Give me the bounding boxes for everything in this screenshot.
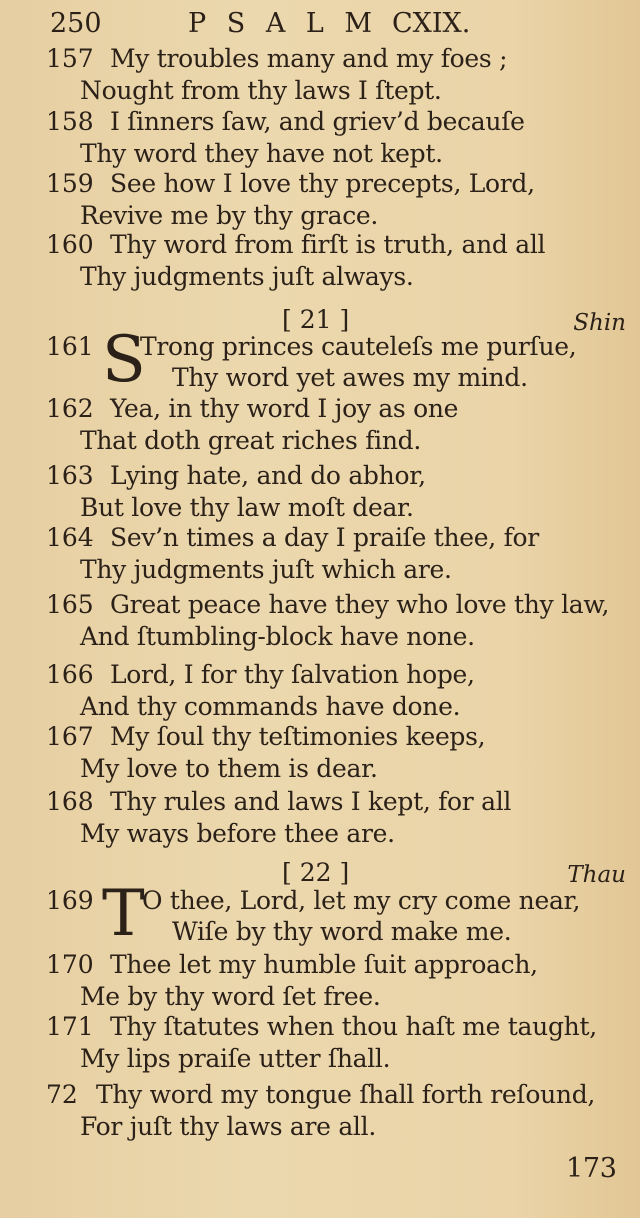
verse-number: 168 — [46, 787, 94, 816]
verse-line-1: Yea, in thy word I joy as one — [110, 394, 459, 423]
drop-cap: S — [102, 323, 146, 397]
signature-mark: 173 — [566, 1153, 617, 1184]
verse-line-1: Sev’n times a day I praiſe thee, for — [110, 523, 539, 552]
verse-line-2: My love to them is dear. — [80, 754, 378, 783]
verse-line-1: Thy ſtatutes when thou haſt me taught, — [110, 1012, 597, 1041]
verse-line-2: Thy word yet awes my mind. — [172, 363, 528, 392]
drop-cap: T — [102, 877, 145, 951]
verse-line-2: And thy commands have done. — [80, 692, 461, 721]
verse-line-2: Wiſe by thy word make me. — [172, 917, 512, 946]
verse-line-2: Thy judgments juſt which are. — [80, 555, 452, 584]
verse-number: 164 — [46, 523, 94, 552]
verse-line-1: Lying hate, and do abhor, — [110, 461, 426, 490]
verse-number: 160 — [46, 230, 94, 259]
page-number: 250 — [50, 8, 102, 39]
verse-line-1: My troubles many and my foes ; — [110, 44, 508, 73]
verse-line-1: See how I love thy precepts, Lord, — [110, 169, 535, 198]
verse-line-1: Thy word from firſt is truth, and all — [110, 230, 546, 259]
verse-line-2: For juſt thy laws are all. — [80, 1112, 376, 1141]
verse-line-2: Nought from thy laws I ſtept. — [80, 76, 442, 105]
verse-number: 171 — [46, 1012, 94, 1041]
verse-line-1: My ſoul thy teſtimonies keeps, — [110, 722, 486, 751]
section-number: [ 21 ] — [282, 305, 350, 334]
verse-line-1: Thy word my tongue ſhall forth reſound, — [96, 1080, 596, 1109]
verse-line-1: Thy rules and laws I kept, for all — [110, 787, 512, 816]
section-number: [ 22 ] — [282, 858, 350, 887]
verse-line-2: Thy judgments juſt always. — [80, 262, 414, 291]
hebrew-letter-heading: Shin — [573, 310, 626, 336]
psalm-chapter: CXIX. — [392, 8, 471, 39]
psalm-title: P S A L M — [188, 8, 379, 39]
verse-line-2: My ways before thee are. — [80, 819, 395, 848]
verse-line-1: Trong princes cauteleſs me purſue, — [140, 332, 577, 361]
verse-number: 159 — [46, 169, 94, 198]
verse-line-1: Lord, I for thy ſalvation hope, — [110, 660, 475, 689]
verse-line-1: I ſinners ſaw, and griev’d becauſe — [110, 107, 525, 136]
verse-line-1: Great peace have they who love thy law, — [110, 590, 610, 619]
verse-number: 162 — [46, 394, 94, 423]
verse-number: 157 — [46, 44, 94, 73]
verse-line-2: And ſtumbling-block have none. — [80, 622, 475, 651]
verse-line-2: Me by thy word ſet free. — [80, 982, 381, 1011]
verse-number: 72 — [46, 1080, 78, 1109]
verse-number: 165 — [46, 590, 94, 619]
verse-number: 161 — [46, 332, 94, 361]
verse-line-2: But love thy law moſt dear. — [80, 493, 414, 522]
verse-number: 166 — [46, 660, 94, 689]
verse-line-2: My lips praiſe utter ſhall. — [80, 1044, 391, 1073]
verse-line-2: Revive me by thy grace. — [80, 201, 379, 230]
verse-number: 163 — [46, 461, 94, 490]
verse-number: 169 — [46, 886, 94, 915]
verse-line-2: Thy word they have not kept. — [80, 139, 443, 168]
verse-line-1: Thee let my humble ſuit approach, — [110, 950, 538, 979]
verse-line-1: O thee, Lord, let my cry come near, — [142, 886, 581, 915]
verse-number: 170 — [46, 950, 94, 979]
verse-line-2: That doth great riches find. — [80, 426, 421, 455]
verse-number: 167 — [46, 722, 94, 751]
verse-number: 158 — [46, 107, 94, 136]
hebrew-letter-heading: Thau — [567, 862, 626, 888]
